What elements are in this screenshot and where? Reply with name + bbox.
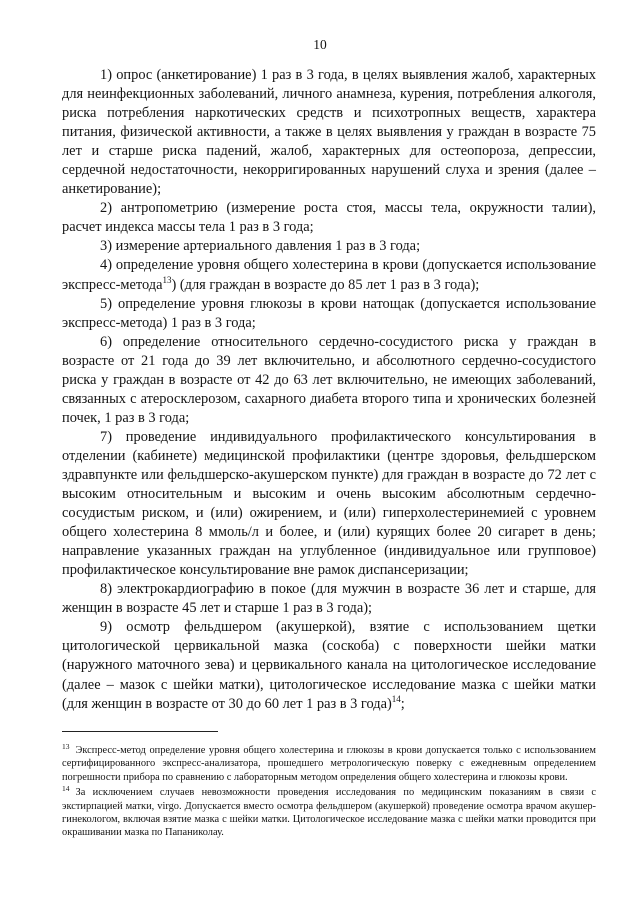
list-item-4-text-after: ) (для граждан в возрасте до 85 лет 1 раз в 3 года); <box>171 276 480 293</box>
list-item-4 <box>62 256 596 294</box>
list-item-7: 7) проведение индивидуального профилактического консультирования в отделении (кабинете) медицинской профилактики (центре здоровья, фельдшерском здравпункте или фельдшерско-акушерском пункте) для граждан в возрасте до 72 лет с высоким относительным и высоким и очень высоким абсолютным сердечно-сосудистым риском, и (или) ожирением, и (или) гиперхолестеринемией с уровнем общего холестерина 8 ммоль/л и более, и (или) курящих более 20 сигарет в день; направление указанных граждан на углубленное (индивидуальное или групповое) профилактическое консультирование вне рамок диспансеризации; <box>62 428 596 579</box>
footnote-ref-14[interactable]: 14 <box>391 693 401 704</box>
footnote-13 <box>62 741 596 784</box>
list-item-3: 3) измерение артериального давления 1 раз в 3 года; <box>100 238 421 255</box>
footnote-13-text: Экспресс-метод определение уровня общего холестерина и глюкозы в крови допускается только с использованием сертифицированного экспресс-анализатора, прошедшего метрологическую поверку с ежедневным определением погрешности прибора по сравнению с лабораторным методом определения общего холестерина и глюкозы крови. <box>62 745 596 783</box>
footnote-14-text: За исключением случаев невозможности проведения исследования по медицинским показаниям в связи с экстирпацией матки, virgo. Допускается вместо осмотра фельдшером (акушеркой) проведение осмотра врачом акушер-гинекологом, включая взятие мазка с шейки матки. Цитологическое исследование мазка с шейки матки проводится при окрашивании мазка по Папаниколау. <box>62 787 596 839</box>
footnote-mark-13: 13 <box>62 741 70 751</box>
list-item-6: 6) определение относительного сердечно-сосудистого риска у граждан в возрасте от 21 года до 39 лет включительно, и абсолютного сердечно-сосудистого риска у граждан в возрасте от 42 до 63 лет включительно, не имеющих заболеваний, связанных с атеросклерозом, сахарного диабета второго типа и хронических болезней почек, 1 раз в 3 года; <box>62 333 596 426</box>
page-number: 10 <box>313 37 327 52</box>
footnote-ref-13[interactable]: 13 <box>162 274 172 285</box>
list-item-9-text-after: ; <box>400 695 405 712</box>
list-item-5: 5) определение уровня глюкозы в крови натощак (допускается использование экспресс-метода) 1 раз в 3 года; <box>62 295 596 331</box>
footnote-mark-14: 14 <box>62 783 70 793</box>
footnote-separator <box>62 731 218 732</box>
list-item-4-text: 4) определение уровня общего холестерина в крови (допускается использование экспресс-метода <box>62 257 596 293</box>
footnotes <box>62 741 596 842</box>
body-text <box>62 66 596 714</box>
list-item-2: 2) антропометрию (измерение роста стоя, массы тела, окружности талии), расчет индекса массы тела 1 раз в 3 года; <box>62 200 596 236</box>
list-item-9 <box>62 618 596 713</box>
footnote-14 <box>62 783 596 840</box>
list-item-1: 1) опрос (анкетирование) 1 раз в 3 года, в целях выявления жалоб, характерных для неинфекционных заболеваний, личного анамнеза, курения, потребления алкоголя, риска потребления наркотических средств и психотропных веществ, характера питания, физической активности, а также в целях выявления у граждан в возрасте 75 лет и старше риска падений, жалоб, характерных для остеопороза, депрессии, сердечной недостаточности, некорригированных нарушений слуха и зрения (далее – анкетирование); <box>62 67 596 198</box>
list-item-8: 8) электрокардиографию в покое (для мужчин в возрасте 36 лет и старше, для женщин в возрасте 45 лет и старше 1 раз в 3 года); <box>62 581 596 617</box>
list-item-9-text: 9) осмотр фельдшером (акушеркой), взятие с использованием щетки цитологической цервикальной мазка (соскоба) с поверхности шейки матки (наружного маточного зева) и цервикального канала на цитологическое исследование (далее – мазок с шейки матки), цитологическое исследование мазка с шейки матки (для женщин в возрасте от 30 до 60 лет 1 раз в 3 года) <box>62 619 596 712</box>
